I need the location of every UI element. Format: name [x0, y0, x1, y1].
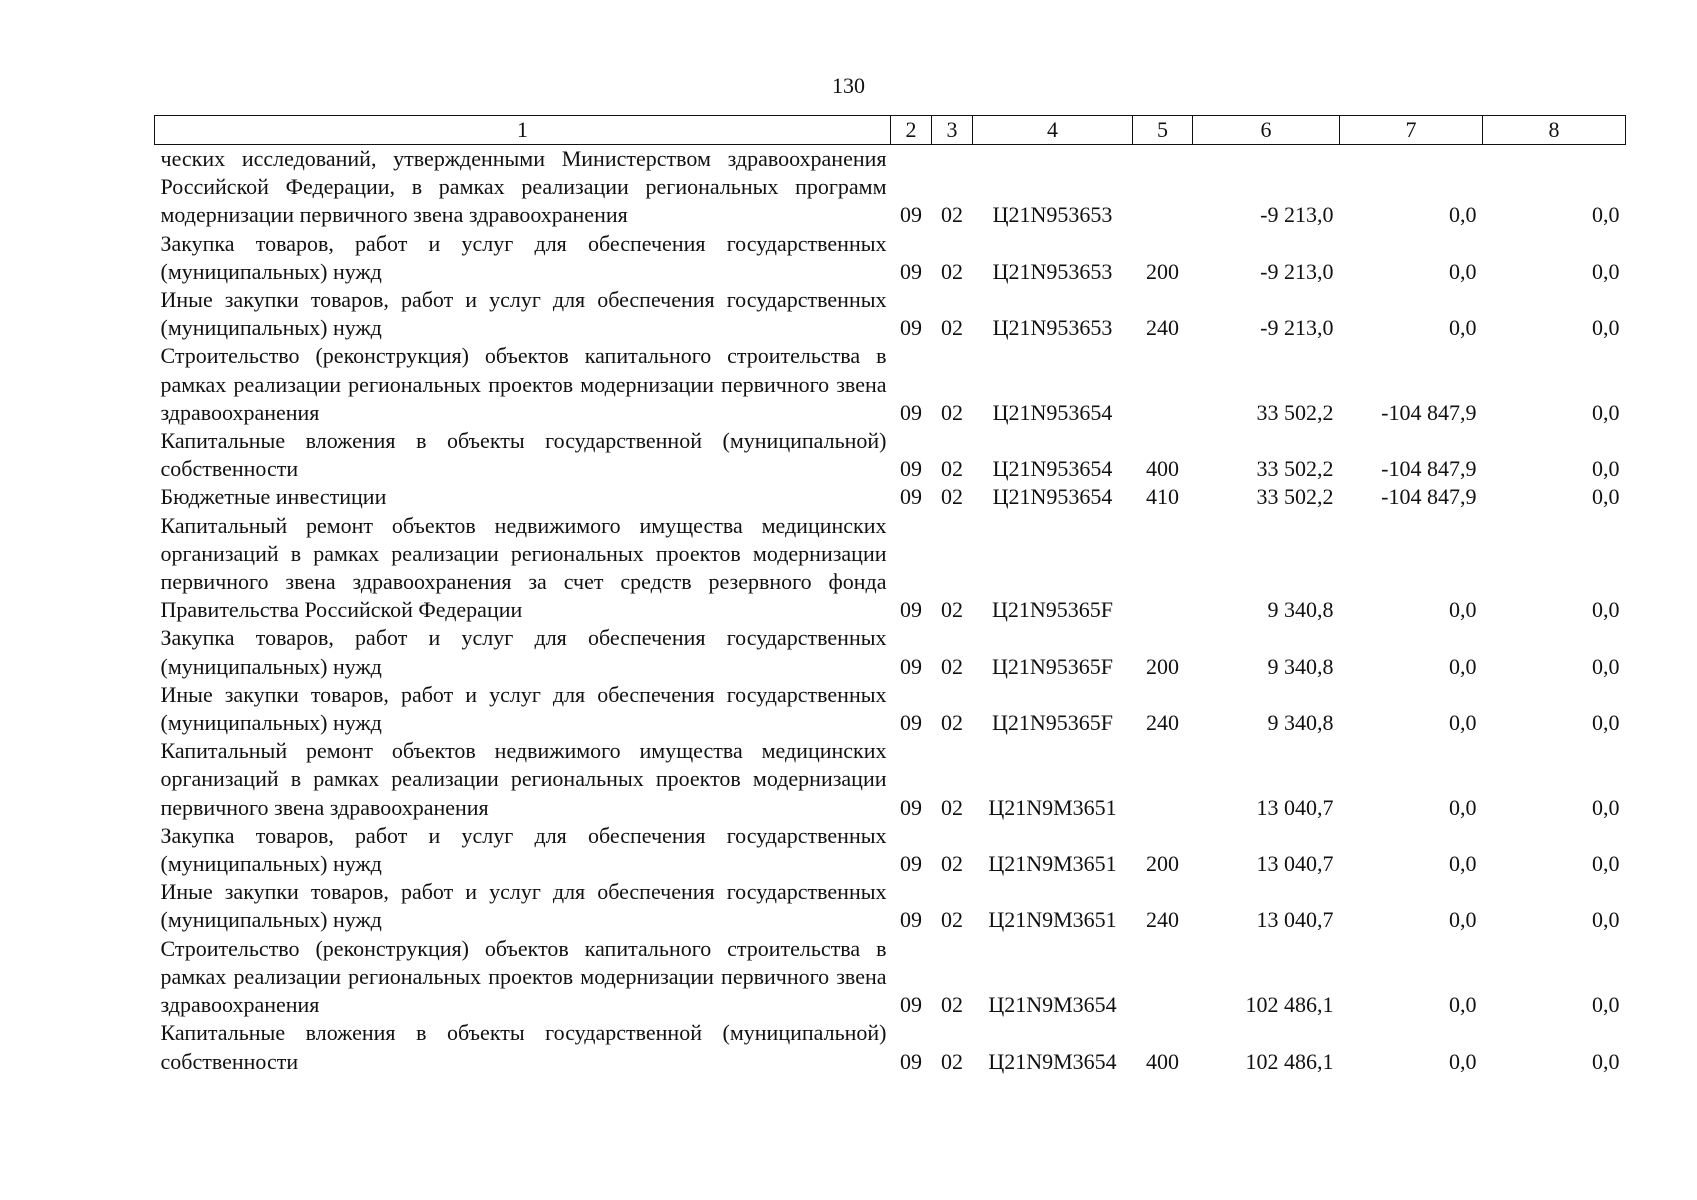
row-subsection-cell: 02 [941, 399, 963, 425]
row-subsection-cell: 02 [941, 315, 963, 341]
row-name-cell: Иные закупки товаров, работ и услуг для обеспечения государственных (муниципальных) нужд [160, 287, 887, 341]
row-expense-type-cell: 240 [1146, 315, 1179, 341]
row-section-cell: 09 [900, 315, 922, 341]
row-value-7-cell: 0,0 [1449, 794, 1477, 820]
row-code-cell: Ц21N9M3651 [988, 907, 1117, 933]
row-value-7-cell: 0,0 [1449, 907, 1477, 933]
row-section-cell: 09 [900, 484, 922, 510]
row-value-6-cell: 13 040,7 [1256, 794, 1334, 820]
table-row [155, 822, 1626, 878]
row-section-cell: 09 [900, 202, 922, 228]
row-value-8-cell: 0,0 [1592, 1048, 1620, 1074]
row-name-cell: Закупка товаров, работ и услуг для обеспечения государственных (муниципальных) нужд [160, 230, 887, 284]
row-expense-type-cell: 200 [1146, 653, 1179, 679]
row-name-cell: Закупка товаров, работ и услуг для обеспечения государственных (муниципальных) нужд [160, 822, 887, 877]
row-value-6-cell: 33 502,2 [1256, 399, 1334, 425]
row-subsection-cell: 02 [941, 653, 963, 679]
row-expense-type-cell [1133, 737, 1193, 822]
row-section-cell: 09 [900, 1048, 922, 1074]
row-expense-type-cell: 240 [1146, 710, 1179, 736]
row-name-cell: Капитальные вложения в объекты государственной (муниципальной) собственности [160, 428, 887, 482]
table-row [155, 483, 1626, 511]
row-expense-type-cell [1133, 512, 1193, 625]
row-code-cell: Ц21N9M3654 [988, 1048, 1117, 1074]
row-name-cell: Бюджетные инвестиции [160, 484, 387, 510]
table-row [155, 737, 1626, 822]
table-row [155, 230, 1626, 286]
row-subsection-cell: 02 [941, 1048, 963, 1074]
table-row [155, 145, 1626, 230]
table-row [155, 286, 1626, 342]
table-row [155, 681, 1626, 737]
row-value-8-cell: 0,0 [1592, 202, 1620, 228]
row-name-cell: Капитальный ремонт объектов недвижимого имущества медицинских организаций в рамках реализации региональных проектов модернизации первичного звена здравоохранения за счет средств резервного фонда Правительства Российской Федерации [160, 512, 887, 623]
row-name-cell: Капитальный ремонт объектов недвижимого имущества медицинских организаций в рамках реализации региональных проектов модернизации первичного звена здравоохранения [160, 738, 887, 820]
row-value-6-cell: 9 340,8 [1267, 597, 1334, 623]
row-section-cell: 09 [900, 399, 922, 425]
row-value-8-cell: 0,0 [1592, 258, 1620, 284]
row-value-8-cell: 0,0 [1592, 653, 1620, 679]
row-expense-type-cell: 200 [1146, 851, 1179, 877]
row-subsection-cell: 02 [941, 710, 963, 736]
row-value-8-cell: 0,0 [1592, 484, 1620, 510]
table-header [155, 116, 1626, 145]
row-value-7-cell: -104 847,9 [1381, 484, 1477, 510]
column-header-6: 6 [1193, 116, 1340, 145]
row-value-8-cell: 0,0 [1592, 399, 1620, 425]
column-header-4: 4 [973, 116, 1133, 145]
row-value-7-cell: 0,0 [1449, 597, 1477, 623]
column-header-7: 7 [1340, 116, 1483, 145]
row-code-cell: Ц21N953653 [992, 202, 1113, 228]
column-header-3: 3 [932, 116, 973, 145]
row-value-8-cell: 0,0 [1592, 907, 1620, 933]
row-value-8-cell: 0,0 [1592, 794, 1620, 820]
row-name-cell: Иные закупки товаров, работ и услуг для обеспечения государственных (муниципальных) нужд [160, 681, 887, 736]
row-name-cell: Иные закупки товаров, работ и услуг для обеспечения государственных (муниципальных) нужд [160, 879, 887, 933]
row-subsection-cell: 02 [941, 456, 963, 482]
row-code-cell: Ц21N9M3651 [988, 851, 1117, 877]
row-code-cell: Ц21N95365F [991, 710, 1113, 736]
row-value-8-cell: 0,0 [1592, 992, 1620, 1018]
row-name-cell: Строительство (реконструкция) объектов капитального строительства в рамках реализации региональных проектов модернизации первичного звена здравоохранения [160, 343, 887, 425]
table-row [155, 427, 1626, 483]
row-expense-type-cell: 400 [1146, 1048, 1179, 1074]
column-header-5: 5 [1133, 116, 1193, 145]
row-section-cell: 09 [900, 794, 922, 820]
row-name-cell: Капитальные вложения в объекты государственной (муниципальной) собственности [160, 1020, 887, 1074]
row-name-cell: Закупка товаров, работ и услуг для обеспечения государственных (муниципальных) нужд [160, 625, 887, 679]
budget-table [154, 115, 1626, 1076]
row-value-7-cell: -104 847,9 [1381, 399, 1477, 425]
row-section-cell: 09 [900, 710, 922, 736]
row-subsection-cell: 02 [941, 258, 963, 284]
column-header-2: 2 [891, 116, 932, 145]
row-value-6-cell: 13 040,7 [1256, 907, 1334, 933]
row-value-7-cell: 0,0 [1449, 710, 1477, 736]
row-expense-type-cell: 410 [1146, 484, 1179, 510]
row-value-8-cell: 0,0 [1592, 851, 1620, 877]
row-subsection-cell: 02 [941, 907, 963, 933]
column-header-8: 8 [1483, 116, 1626, 145]
row-code-cell: Ц21N953653 [992, 315, 1113, 341]
row-section-cell: 09 [900, 653, 922, 679]
table-row [155, 624, 1626, 680]
row-value-6-cell: 33 502,2 [1256, 456, 1334, 482]
table-row [155, 512, 1626, 625]
table-row [155, 342, 1626, 427]
row-section-cell: 09 [900, 456, 922, 482]
row-section-cell: 09 [900, 597, 922, 623]
row-code-cell: Ц21N9M3654 [988, 992, 1117, 1018]
row-value-7-cell: 0,0 [1449, 202, 1477, 228]
row-expense-type-cell: 400 [1146, 456, 1179, 482]
row-expense-type-cell: 240 [1146, 907, 1179, 933]
page-number: 130 [832, 73, 865, 98]
column-header-1: 1 [155, 116, 891, 145]
row-value-7-cell: 0,0 [1449, 851, 1477, 877]
row-value-6-cell: -9 213,0 [1260, 315, 1334, 341]
row-value-6-cell: 9 340,8 [1267, 653, 1334, 679]
row-value-7-cell: 0,0 [1449, 653, 1477, 679]
table-row [155, 1019, 1626, 1075]
row-subsection-cell: 02 [941, 794, 963, 820]
row-section-cell: 09 [900, 851, 922, 877]
row-value-7-cell: 0,0 [1449, 1048, 1477, 1074]
row-code-cell: Ц21N95365F [991, 653, 1113, 679]
row-value-8-cell: 0,0 [1592, 315, 1620, 341]
row-expense-type-cell [1133, 342, 1193, 427]
row-value-6-cell: -9 213,0 [1260, 202, 1334, 228]
row-subsection-cell: 02 [941, 992, 963, 1018]
row-section-cell: 09 [900, 907, 922, 933]
table-body [155, 145, 1626, 1076]
row-expense-type-cell [1133, 145, 1193, 230]
row-expense-type-cell [1133, 935, 1193, 1020]
row-code-cell: Ц21N953653 [992, 258, 1113, 284]
row-section-cell: 09 [900, 258, 922, 284]
row-value-6-cell: 102 486,1 [1245, 992, 1334, 1018]
row-subsection-cell: 02 [941, 597, 963, 623]
row-code-cell: Ц21N9M3651 [988, 794, 1117, 820]
row-code-cell: Ц21N953654 [992, 484, 1113, 510]
row-subsection-cell: 02 [941, 851, 963, 877]
row-code-cell: Ц21N95365F [991, 597, 1113, 623]
row-value-6-cell: 102 486,1 [1245, 1048, 1334, 1074]
row-value-8-cell: 0,0 [1592, 456, 1620, 482]
row-value-7-cell: 0,0 [1449, 992, 1477, 1018]
row-code-cell: Ц21N953654 [992, 456, 1113, 482]
row-subsection-cell: 02 [941, 484, 963, 510]
row-name-cell: ческих исследований, утвержденными Министерством здравоохранения Российской Федерации, в рамках реализации региональных программ модернизации первичного звена здравоохранения [160, 146, 887, 228]
row-name-cell: Строительство (реконструкция) объектов капитального строительства в рамках реализации региональных проектов модернизации первичного звена здравоохранения [160, 935, 887, 1018]
row-value-6-cell: -9 213,0 [1260, 258, 1334, 284]
row-value-6-cell: 33 502,2 [1256, 484, 1334, 510]
row-value-8-cell: 0,0 [1592, 597, 1620, 623]
row-value-7-cell: 0,0 [1449, 315, 1477, 341]
row-code-cell: Ц21N953654 [992, 399, 1113, 425]
row-section-cell: 09 [900, 992, 922, 1018]
row-subsection-cell: 02 [941, 202, 963, 228]
table-row [155, 878, 1626, 934]
row-value-6-cell: 9 340,8 [1267, 710, 1334, 736]
row-value-6-cell: 13 040,7 [1256, 851, 1334, 877]
table-row [155, 935, 1626, 1020]
row-value-7-cell: 0,0 [1449, 258, 1477, 284]
row-expense-type-cell: 200 [1146, 258, 1179, 284]
header-row [155, 116, 1626, 145]
row-value-7-cell: -104 847,9 [1381, 456, 1477, 482]
row-value-8-cell: 0,0 [1592, 710, 1620, 736]
